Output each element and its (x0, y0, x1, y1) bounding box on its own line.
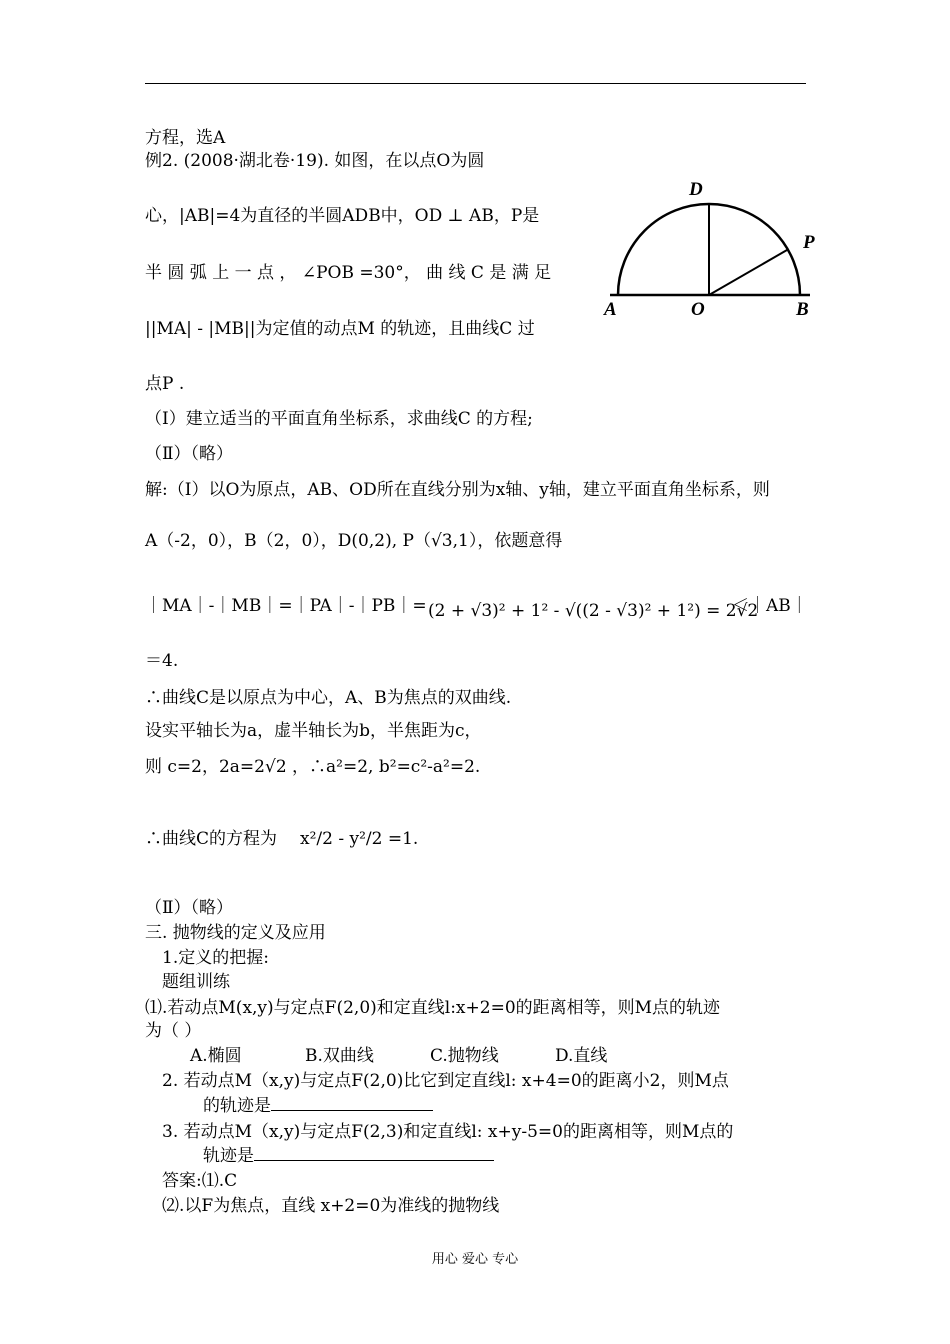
text-line: ||MA| - |MB||为定值的动点M 的轨迹，且曲线C 过 (145, 319, 535, 339)
solution-line: ＝4. (145, 651, 179, 671)
option-a: A.椭圆 (190, 1046, 242, 1066)
hyperbola-equation: x²/2 - y²/2 =1. (300, 829, 419, 849)
problem-2: 2. 若动点M（x,y)与定点F(2,0)比它到定直线l: x+4=0的距离小2，则M点 (162, 1071, 729, 1091)
text-line: 心，|AB|=4为直径的半圆ADB中，OD ⊥ AB，P是 (145, 206, 540, 226)
option-c: C.抛物线 (430, 1046, 499, 1066)
header-rule (145, 83, 806, 84)
solution-equation-expr: (2 + √3)² + 1² - √((2 - √3)² + 1²) = 2√2 (428, 601, 759, 621)
problem-3: 3. 若动点M（x,y)与定点F(2,3)和定直线l: x+y-5=0的距离相等，则M点的 (162, 1122, 734, 1142)
solution-line: 则 c=2，2a=2√2 ，∴a²=2, b²=c²-a²=2. (145, 757, 481, 777)
example-heading: 例2. (2008·湖北卷·19). 如图，在以点O为圆 (145, 151, 485, 171)
solution-line: 设实平轴长为a，虚半轴长为b，半焦距为c， (145, 721, 482, 741)
problem-2-cont (203, 1095, 433, 1117)
answer-2: ⑵.以F为焦点，直线 x+2=0为准线的抛物线 (162, 1196, 500, 1216)
solution-line: ∴曲线C是以原点为中心，A、B为焦点的双曲线. (145, 688, 512, 708)
label-d: D (689, 179, 703, 200)
option-d: D.直线 (555, 1046, 608, 1066)
answer-blank (271, 1096, 433, 1111)
solution-line: 解:（Ⅰ）以O为原点，AB、OD所在直线分别为x轴、y轴，建立平面直角坐标系，则 (145, 480, 770, 500)
solution-line: ∴曲线C的方程为 (145, 829, 278, 849)
label-p: P (803, 232, 815, 253)
problem-3-label: 轨迹是 (203, 1146, 254, 1166)
label-o: O (691, 299, 705, 320)
solution-line: A（-2，0），B（2，0），D(0,2), P（√3,1），依题意得 (145, 531, 563, 551)
problem-1-cont: 为（ ） (145, 1021, 202, 1041)
semicircle-figure (600, 175, 830, 325)
section-heading: 三. 抛物线的定义及应用 (145, 923, 326, 943)
answer-blank (254, 1146, 494, 1161)
problem-1: ⑴.若动点M(x,y)与定点F(2,0)和定直线l:x+2=0的距离相等，则M点的轨迹 (145, 998, 721, 1018)
solution-equation-lhs: ｜MA｜-｜MB｜=｜PA｜-｜PB｜= (145, 596, 427, 616)
label-a: A (604, 299, 617, 320)
text-line: 半 圆 弧 上 一 点 ， ∠POB =30°， 曲 线 C 是 满 足 (145, 263, 552, 283)
question-1: （Ⅰ）建立适当的平面直角坐标系，求曲线C 的方程; (145, 409, 533, 429)
segment-op (709, 250, 787, 295)
problem-3-cont (203, 1145, 494, 1167)
answer-1: 答案:⑴.C (162, 1171, 238, 1191)
text-line: 方程，选A (145, 128, 226, 148)
subsection-heading: 1.定义的把握: (162, 948, 269, 968)
question-2: （Ⅱ）（略） (145, 444, 234, 464)
page-footer: 用心 爱心 专心 (431, 1252, 519, 1267)
text-line: 点P . (145, 374, 185, 394)
solution-equation-rhs: ＜｜AB｜ (732, 596, 808, 616)
question-2-answer: （Ⅱ）（略） (145, 898, 234, 918)
problem-2-label: 的轨迹是 (203, 1096, 271, 1116)
subsection-heading: 题组训练 (162, 972, 230, 992)
label-b: B (796, 299, 809, 320)
option-b: B.双曲线 (305, 1046, 374, 1066)
